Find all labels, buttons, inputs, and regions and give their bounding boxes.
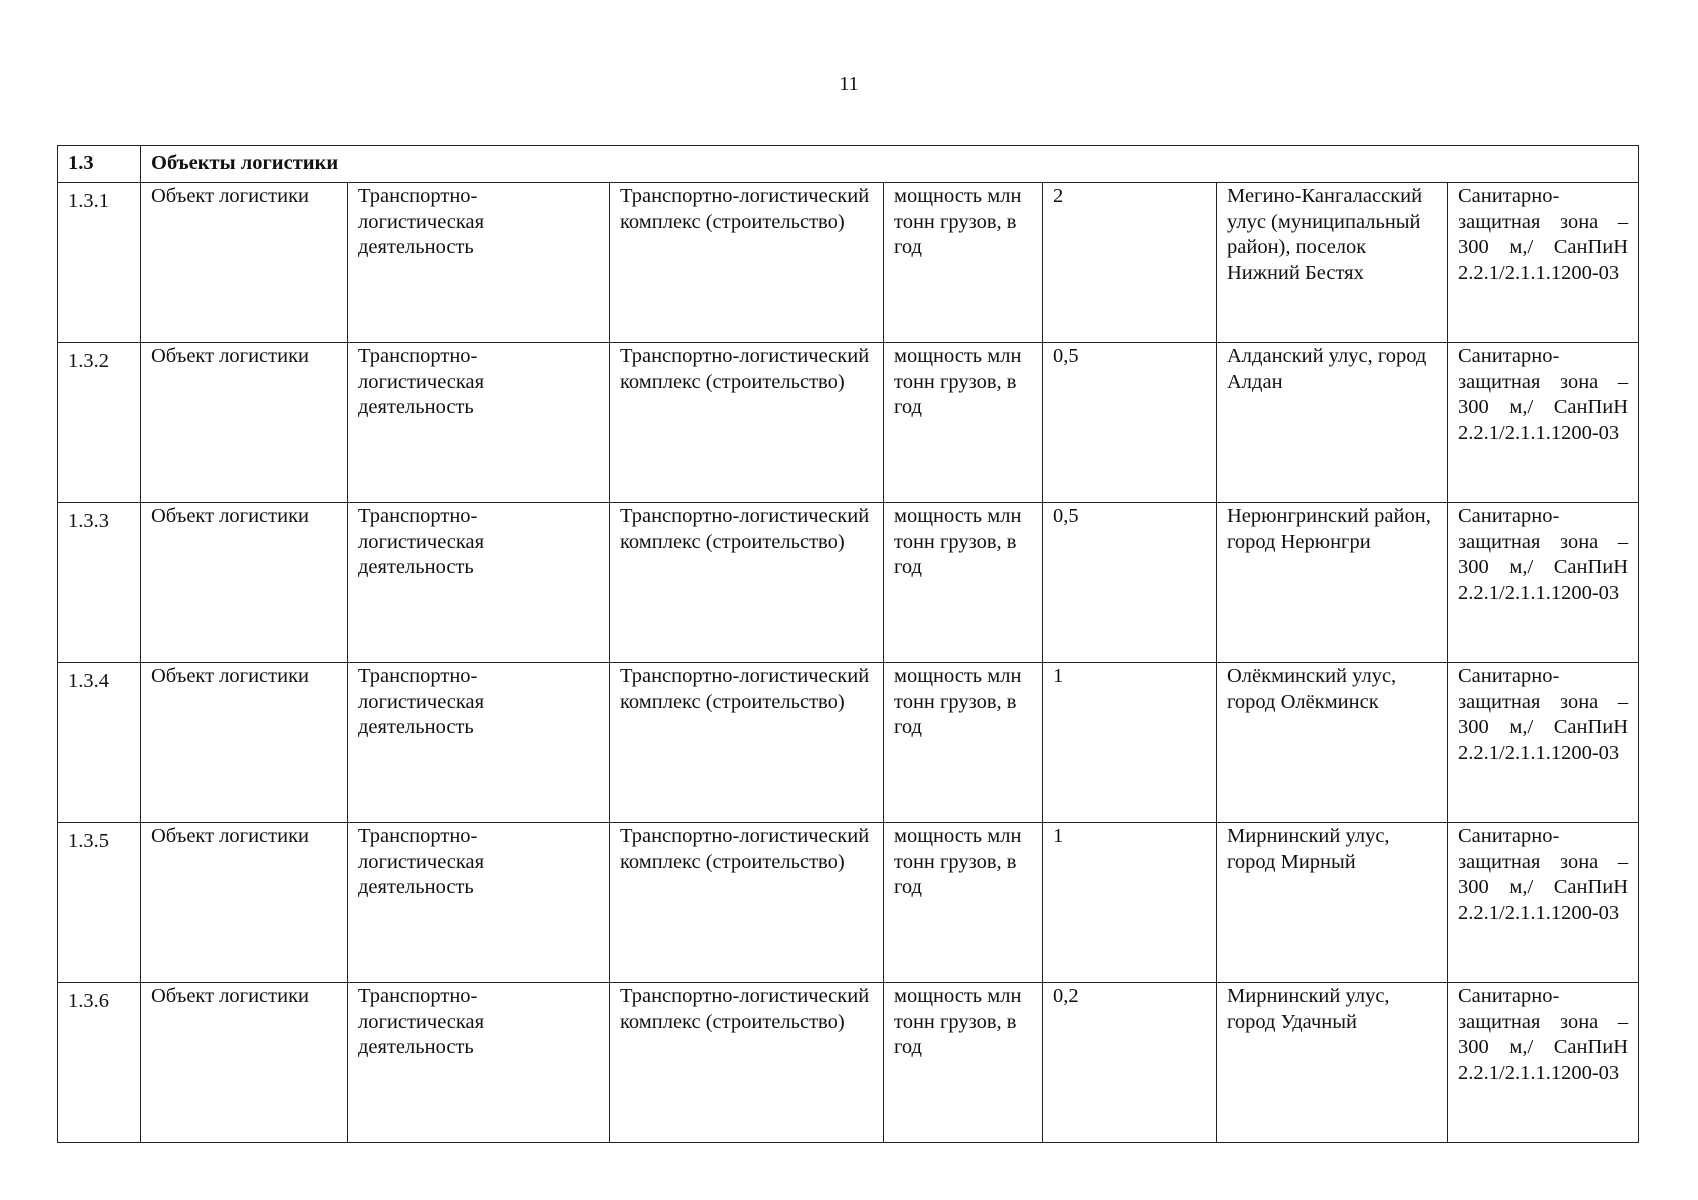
zone-requirements: Санитарно-защитная зона – 300 м,/ СанПиН 2.2.1/2.1.1.1200-03: [1448, 663, 1639, 823]
activity-type: Транспортно-логистическая деятельность: [348, 823, 610, 983]
parameter-value: 0,2: [1043, 983, 1217, 1143]
row-number: 1.3.2: [58, 343, 141, 503]
activity-type: Транспортно-логистическая деятельность: [348, 983, 610, 1143]
zone-requirements: Санитарно-защитная зона – 300 м,/ СанПиН 2.2.1/2.1.1.1200-03: [1448, 183, 1639, 343]
parameter-value: 0,5: [1043, 343, 1217, 503]
page-number: 11: [839, 73, 859, 95]
location: Алданский улус, город Алдан: [1217, 343, 1448, 503]
row-number: 1.3.1: [58, 183, 141, 343]
activity-type: Транспортно-логистическая деятельность: [348, 663, 610, 823]
table-row: [58, 343, 1639, 503]
section-number: 1.3: [58, 146, 141, 183]
parameter-value: 2: [1043, 183, 1217, 343]
parameter-name: мощность млн тонн грузов, в год: [884, 503, 1043, 663]
location: Мегино-Кангаласский улус (муниципальный район), поселок Нижний Бестях: [1217, 183, 1448, 343]
section-header-row: [58, 146, 1639, 183]
location: Нерюнгринский район, город Нерюнгри: [1217, 503, 1448, 663]
parameter-name: мощность млн тонн грузов, в год: [884, 183, 1043, 343]
table-row: [58, 823, 1639, 983]
parameter-value: 0,5: [1043, 503, 1217, 663]
object-description: Транспортно-логистический комплекс (строительство): [610, 983, 884, 1143]
activity-type: Транспортно-логистическая деятельность: [348, 183, 610, 343]
activity-type: Транспортно-логистическая деятельность: [348, 343, 610, 503]
object-type: Объект логистики: [141, 983, 348, 1143]
section-title: Объекты логистики: [141, 146, 1639, 183]
parameter-value: 1: [1043, 663, 1217, 823]
parameter-value: 1: [1043, 823, 1217, 983]
object-description: Транспортно-логистический комплекс (строительство): [610, 183, 884, 343]
row-number: 1.3.5: [58, 823, 141, 983]
object-type: Объект логистики: [141, 183, 348, 343]
object-description: Транспортно-логистический комплекс (строительство): [610, 663, 884, 823]
row-number: 1.3.6: [58, 983, 141, 1143]
zone-requirements: Санитарно-защитная зона – 300 м,/ СанПиН 2.2.1/2.1.1.1200-03: [1448, 823, 1639, 983]
logistics-objects-table: [57, 145, 1639, 1143]
parameter-name: мощность млн тонн грузов, в год: [884, 343, 1043, 503]
activity-type: Транспортно-логистическая деятельность: [348, 503, 610, 663]
table-row: [58, 183, 1639, 343]
zone-requirements: Санитарно-защитная зона – 300 м,/ СанПиН 2.2.1/2.1.1.1200-03: [1448, 343, 1639, 503]
object-description: Транспортно-логистический комплекс (строительство): [610, 503, 884, 663]
row-number: 1.3.4: [58, 663, 141, 823]
parameter-name: мощность млн тонн грузов, в год: [884, 823, 1043, 983]
table-row: [58, 983, 1639, 1143]
parameter-name: мощность млн тонн грузов, в год: [884, 663, 1043, 823]
location: Олёкминский улус, город Олёкминск: [1217, 663, 1448, 823]
table-row: [58, 663, 1639, 823]
table-row: [58, 503, 1639, 663]
parameter-name: мощность млн тонн грузов, в год: [884, 983, 1043, 1143]
object-type: Объект логистики: [141, 343, 348, 503]
location: Мирнинский улус, город Удачный: [1217, 983, 1448, 1143]
zone-requirements: Санитарно-защитная зона – 300 м,/ СанПиН 2.2.1/2.1.1.1200-03: [1448, 983, 1639, 1143]
object-type: Объект логистики: [141, 663, 348, 823]
zone-requirements: Санитарно-защитная зона – 300 м,/ СанПиН 2.2.1/2.1.1.1200-03: [1448, 503, 1639, 663]
row-number: 1.3.3: [58, 503, 141, 663]
object-description: Транспортно-логистический комплекс (строительство): [610, 823, 884, 983]
location: Мирнинский улус, город Мирный: [1217, 823, 1448, 983]
object-type: Объект логистики: [141, 823, 348, 983]
object-description: Транспортно-логистический комплекс (строительство): [610, 343, 884, 503]
object-type: Объект логистики: [141, 503, 348, 663]
